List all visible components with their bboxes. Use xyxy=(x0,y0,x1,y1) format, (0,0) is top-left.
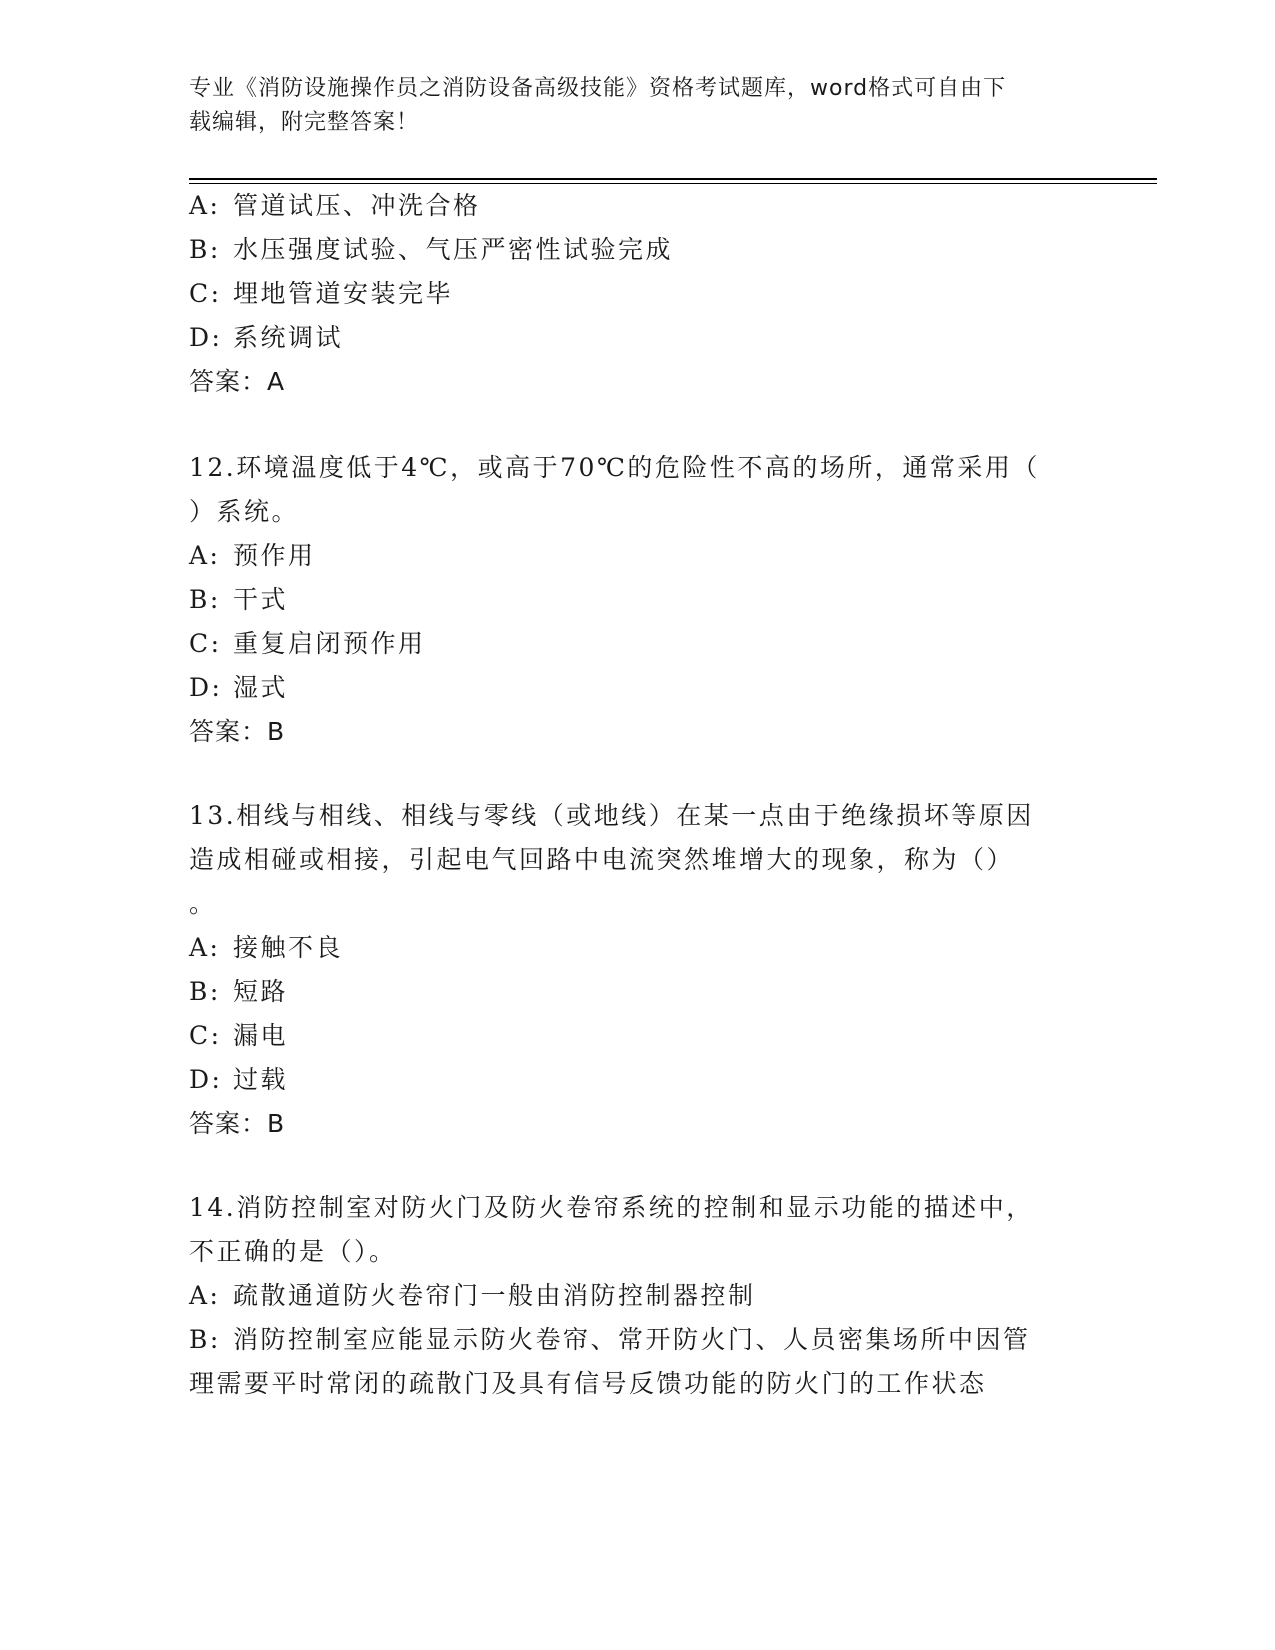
option-key: A: xyxy=(189,1281,221,1310)
option-text: 干式 xyxy=(233,585,289,614)
option-key: C: xyxy=(189,629,222,658)
q11-answer: 答案：A xyxy=(189,367,286,396)
option-text: 短路 xyxy=(233,977,289,1006)
q14-stem-line-1: 14.消防控制室对防火门及防火卷帘系统的控制和显示功能的描述中， xyxy=(189,1193,1034,1222)
q13-stem-line-3: 。 xyxy=(189,889,217,918)
option-text: 系统调试 xyxy=(233,323,344,352)
q14-option-b xyxy=(189,1324,1031,1356)
option-text: 过载 xyxy=(233,1065,289,1094)
option-key: D: xyxy=(189,323,223,352)
option-text: 疏散通道防火卷帘门一般由消防控制器控制 xyxy=(233,1281,756,1310)
option-key: D: xyxy=(189,673,223,702)
option-text: 重复启闭预作用 xyxy=(233,629,426,658)
option-key: C: xyxy=(189,1021,222,1050)
q12-option-b xyxy=(189,584,288,616)
option-key: D: xyxy=(189,1065,223,1094)
option-text: 消防控制室应能显示防火卷帘、常开防火门、人员密集场所中因管 xyxy=(233,1325,1031,1354)
q13-stem-line-1: 13.相线与相线、相线与零线（或地线）在某一点由于绝缘损坏等原因 xyxy=(189,801,1034,830)
option-key: B: xyxy=(189,1325,221,1354)
document-header xyxy=(189,72,1069,140)
q11-option-b xyxy=(189,234,673,266)
header-line-2: 载编辑，附完整答案！ xyxy=(189,110,420,135)
option-text: 埋地管道安装完毕 xyxy=(233,279,454,308)
option-key: C: xyxy=(189,279,222,308)
q13-answer: 答案：B xyxy=(189,1109,286,1138)
q13-option-a xyxy=(189,932,343,964)
q11-option-a xyxy=(189,190,481,222)
q13-stem-line-2: 造成相碰或相接，引起电气回路中电流突然堆增大的现象，称为（） xyxy=(189,845,1015,874)
q12-option-c xyxy=(189,628,426,660)
header-line-1: 专业《消防设施操作员之消防设备高级技能》资格考试题库，word格式可自由下 xyxy=(189,76,1007,101)
q13-option-c xyxy=(189,1020,288,1052)
option-key: B: xyxy=(189,585,221,614)
q11-option-c xyxy=(189,278,453,310)
option-text: 预作用 xyxy=(233,541,316,570)
option-key: A: xyxy=(189,191,221,220)
q11-option-d xyxy=(189,322,343,354)
option-key: B: xyxy=(189,235,221,264)
option-text: 管道试压、冲洗合格 xyxy=(233,191,481,220)
q12-stem-line-2: ）系统。 xyxy=(189,497,300,526)
header-divider-thick xyxy=(189,178,1157,180)
option-text: 接触不良 xyxy=(233,933,344,962)
q13-option-b xyxy=(189,976,288,1008)
option-text: 湿式 xyxy=(233,673,289,702)
option-key: B: xyxy=(189,977,221,1006)
q14-stem-line-2: 不正确的是（）。 xyxy=(189,1237,397,1266)
q13-option-d xyxy=(189,1064,288,1096)
option-text: 水压强度试验、气压严密性试验完成 xyxy=(233,235,674,264)
q14-option-a xyxy=(189,1280,756,1312)
q12-option-a xyxy=(189,540,316,572)
option-text: 漏电 xyxy=(233,1021,289,1050)
q14-option-b-continued: 理需要平时常闭的疏散门及具有信号反馈功能的防火门的工作状态 xyxy=(189,1369,987,1398)
q12-stem-line-1: 12.环境温度低于4℃，或高于70℃的危险性不高的场所，通常采用（ xyxy=(189,453,1040,482)
header-divider-thin xyxy=(189,183,1157,184)
option-key: A: xyxy=(189,541,221,570)
q12-answer: 答案：B xyxy=(189,717,286,746)
q12-option-d xyxy=(189,672,288,704)
option-key: A: xyxy=(189,933,221,962)
